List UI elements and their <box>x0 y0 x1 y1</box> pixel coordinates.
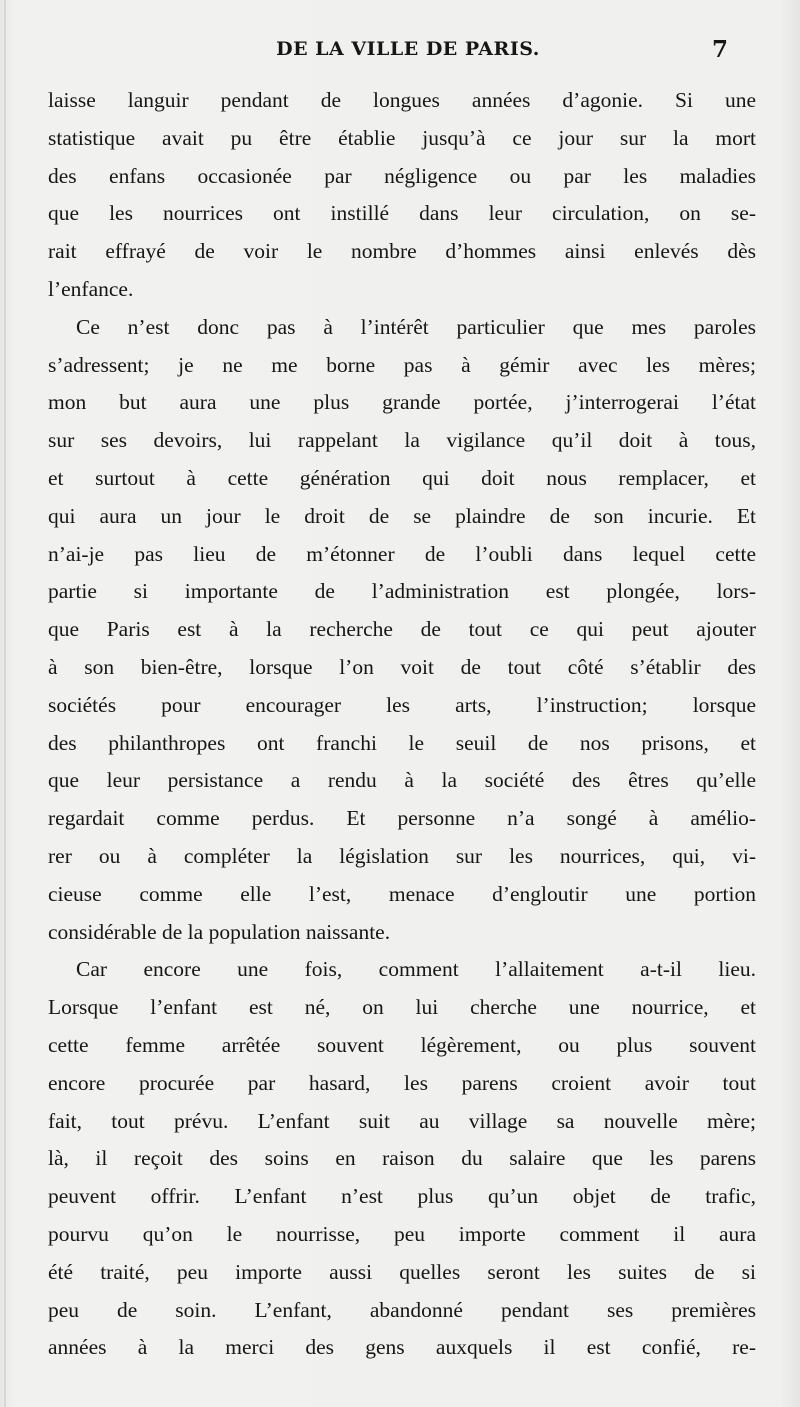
text-line: peuvent offrir. L’enfant n’est plus qu’un objet de trafic, <box>48 1184 756 1209</box>
text-line: des enfans occasionée par négligence ou par les maladies <box>48 163 756 188</box>
text-line: l’enfance. <box>48 276 134 301</box>
text-line: mon but aura une plus grande portée, j’interrogerai l’état <box>48 390 756 415</box>
text-line: peu de soin. L’enfant, abandonné pendant ses premières <box>48 1297 756 1322</box>
text-line: sur ses devoirs, lui rappelant la vigilance qu’il doit à tous, <box>48 428 756 453</box>
paragraph-start-line: Car encore une fois, comment l’allaitement a-t-il lieu. <box>76 957 756 982</box>
text-line: qui aura un jour le droit de se plaindre de son incurie. Et <box>48 503 756 528</box>
page-number: 7 <box>712 36 729 63</box>
body-text <box>48 82 756 1367</box>
text-line: que Paris est à la recherche de tout ce qui peut ajouter <box>48 617 756 642</box>
text-line: que les nourrices ont instillé dans leur circulation, on se- <box>48 201 756 226</box>
text-line: cieuse comme elle l’est, menace d’engloutir une portion <box>48 881 756 906</box>
text-line: des philanthropes ont franchi le seuil de nos prisons, et <box>48 730 756 755</box>
text-line: encore procurée par hasard, les parens croient avoir tout <box>48 1070 756 1095</box>
text-line: rer ou à compléter la législation sur les nourrices, qui, vi- <box>48 843 756 868</box>
text-line: à son bien-être, lorsque l’on voit de tout côté s’établir des <box>48 654 756 679</box>
text-line: pourvu qu’on le nourrisse, peu importe comment il aura <box>48 1221 756 1246</box>
text-line: partie si importante de l’administration est plongée, lors- <box>48 579 756 604</box>
text-line: là, il reçoit des soins en raison du salaire que les parens <box>48 1146 756 1171</box>
text-line: été traité, peu importe aussi quelles seront les suites de si <box>48 1259 756 1284</box>
running-head: DE LA VILLE DE PARIS. <box>276 38 540 60</box>
text-line: statistique avait pu être établie jusqu’à ce jour sur la mort <box>48 125 756 150</box>
text-line: regardait comme perdus. Et personne n’a songé à amélio- <box>48 806 756 831</box>
text-line: années à la merci des gens auxquels il est confié, re- <box>48 1335 756 1360</box>
text-line: s’adressent; je ne me borne pas à gémir avec les mères; <box>48 352 756 377</box>
text-line: rait effrayé de voir le nombre d’hommes ainsi enlevés dès <box>48 239 756 264</box>
page-gutter-shadow <box>4 0 6 1407</box>
text-line: cette femme arrêtée souvent légèrement, ou plus souvent <box>48 1032 756 1057</box>
text-line: n’ai-je pas lieu de m’étonner de l’oubli dans lequel cette <box>48 541 756 566</box>
text-line: et surtout à cette génération qui doit nous remplacer, et <box>48 465 756 490</box>
text-line: fait, tout prévu. L’enfant suit au village sa nouvelle mère; <box>48 1108 756 1133</box>
paragraph-start-line: Ce n’est donc pas à l’intérêt particulier que mes paroles <box>76 314 756 339</box>
text-line: que leur persistance a rendu à la société des êtres qu’elle <box>48 768 756 793</box>
text-line: sociétés pour encourager les arts, l’instruction; lorsque <box>48 692 756 717</box>
text-line: Lorsque l’enfant est né, on lui cherche une nourrice, et <box>48 995 756 1020</box>
text-line: laisse languir pendant de longues années d’agonie. Si une <box>48 88 756 112</box>
text-line: considérable de la population naissante. <box>48 919 391 944</box>
